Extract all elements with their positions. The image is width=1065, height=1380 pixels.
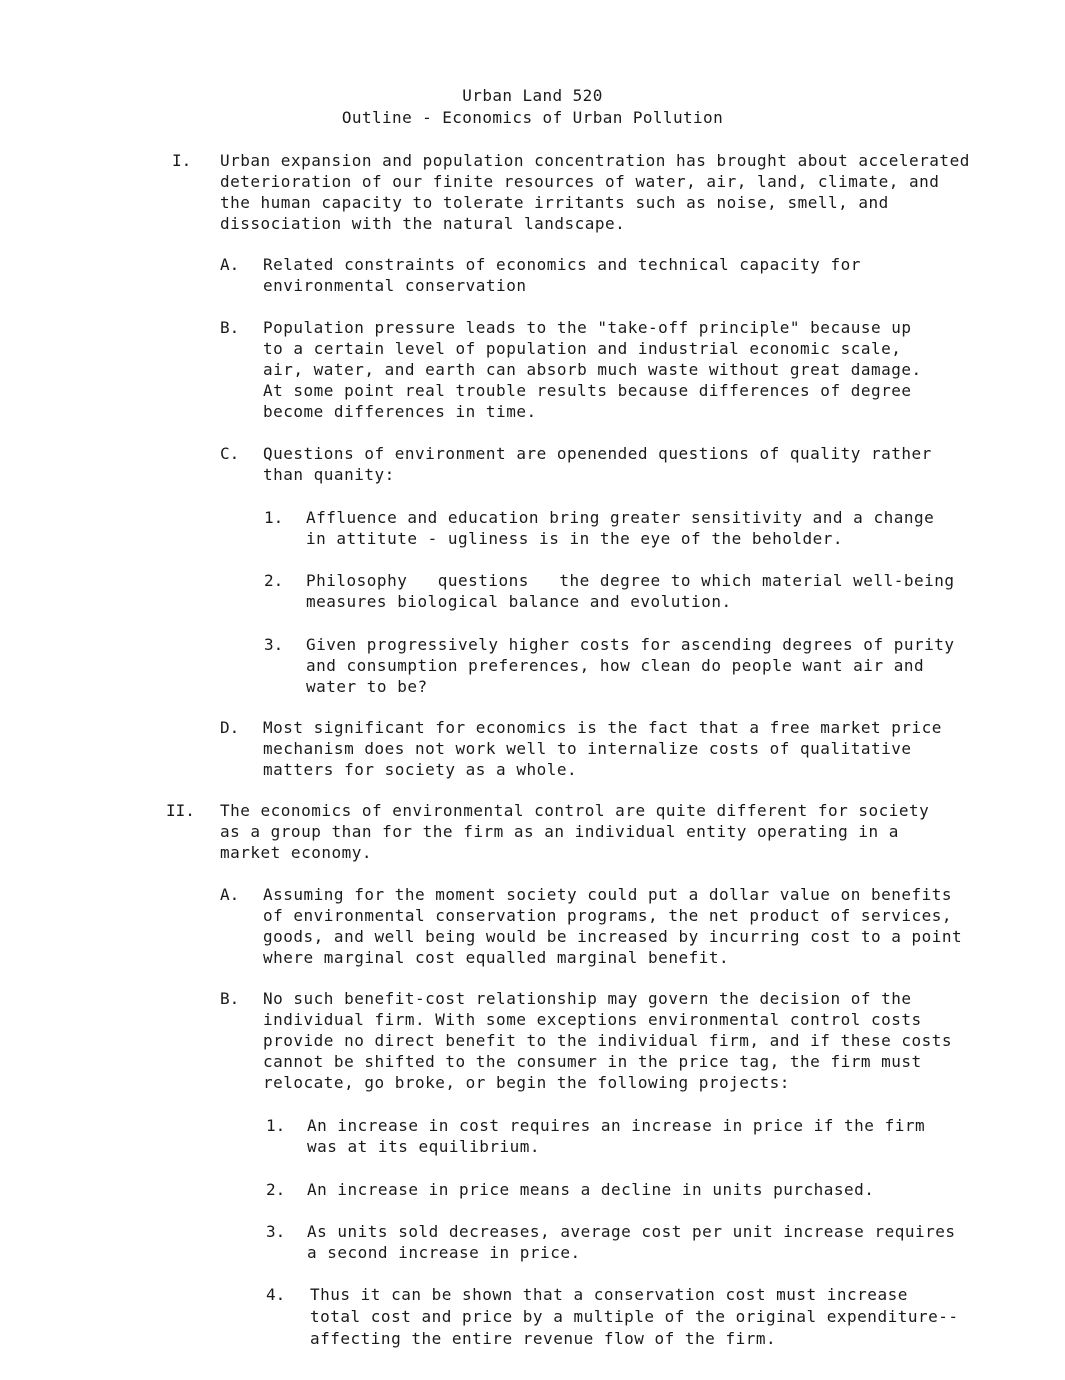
subitem-marker: 2. <box>264 571 284 590</box>
subitem-paragraph <box>310 1284 959 1350</box>
section-paragraph <box>220 800 929 863</box>
text-line: a second increase in price. <box>307 1243 581 1262</box>
text-line: as a group than for the firm as an individual entity operating in a <box>220 822 899 841</box>
text-line: An increase in cost requires an increase in price if the firm <box>307 1116 926 1135</box>
text-line: Questions of environment are openended questions of quality rather <box>263 444 932 463</box>
text-line: than quanity: <box>263 465 395 484</box>
item-marker: B. <box>220 318 240 337</box>
text-line: goods, and well being would be increased by incurring cost to a point <box>263 927 963 946</box>
text-line: affecting the entire revenue flow of the firm. <box>310 1329 777 1348</box>
text-line: Given progressively higher costs for ascending degrees of purity <box>306 635 955 654</box>
item-paragraph <box>263 717 942 780</box>
text-line: cannot be shifted to the consumer in the price tag, the firm must <box>263 1052 922 1071</box>
text-line: the human capacity to tolerate irritants such as noise, smell, and <box>220 193 889 212</box>
text-line: total cost and price by a multiple of the original expenditure-- <box>310 1307 959 1326</box>
section-marker: II. <box>166 801 195 820</box>
text-line: provide no direct benefit to the individual firm, and if these costs <box>263 1031 953 1050</box>
text-line: environmental conservation <box>263 276 527 295</box>
item-paragraph <box>263 988 952 1093</box>
subitem-marker: 1. <box>266 1116 286 1135</box>
item-paragraph <box>263 443 932 485</box>
text-line: air, water, and earth can absorb much waste without great damage. <box>263 360 922 379</box>
document-title: Urban Land 520 <box>462 86 603 105</box>
text-line: Related constraints of economics and technical capacity for <box>263 255 861 274</box>
text-line: dissociation with the natural landscape. <box>220 214 626 233</box>
subitem-paragraph <box>306 570 955 612</box>
text-line: Assuming for the moment society could put a dollar value on benefits <box>263 885 953 904</box>
text-line: become differences in time. <box>263 402 537 421</box>
subitem-marker: 2. <box>266 1180 286 1199</box>
text-line: As units sold decreases, average cost per unit increase requires <box>307 1222 956 1241</box>
text-line: matters for society as a whole. <box>263 760 578 779</box>
section-paragraph <box>220 150 970 234</box>
text-line: Philosophy questions the degree to which material well-being <box>306 571 955 590</box>
text-line: mechanism does not work well to internalize costs of qualitative <box>263 739 912 758</box>
item-marker: C. <box>220 444 240 463</box>
subitem-paragraph <box>307 1115 925 1157</box>
text-line: was at its equilibrium. <box>307 1137 541 1156</box>
subitem-marker: 3. <box>264 635 284 654</box>
subitem-marker: 1. <box>264 508 284 527</box>
text-line: relocate, go broke, or begin the following projects: <box>263 1073 790 1092</box>
document-subtitle: Outline - Economics of Urban Pollution <box>341 108 724 127</box>
subitem-paragraph <box>306 507 934 549</box>
text-line: deterioration of our finite resources of water, air, land, climate, and <box>220 172 940 191</box>
item-marker: A. <box>220 255 240 274</box>
subitem-paragraph <box>306 634 955 697</box>
item-paragraph <box>263 317 922 422</box>
text-line: in attitute - ugliness is in the eye of the beholder. <box>306 529 844 548</box>
subitem-paragraph <box>307 1179 874 1200</box>
subitem-marker: 4. <box>266 1285 286 1304</box>
subitem-marker: 3. <box>266 1222 286 1241</box>
text-line: Thus it can be shown that a conservation cost must increase <box>310 1285 908 1304</box>
section-marker: I. <box>172 151 192 170</box>
text-line: Most significant for economics is the fact that a free market price <box>263 718 942 737</box>
text-line: of environmental conservation programs, the net product of services, <box>263 906 953 925</box>
item-paragraph <box>263 254 861 296</box>
text-line: to a certain level of population and industrial economic scale, <box>263 339 902 358</box>
text-line: No such benefit-cost relationship may govern the decision of the <box>263 989 912 1008</box>
text-line: Population pressure leads to the "take-off principle" because up <box>263 318 912 337</box>
subitem-paragraph <box>307 1221 956 1263</box>
text-line: measures biological balance and evolution. <box>306 592 732 611</box>
item-marker: B. <box>220 989 240 1008</box>
text-line: The economics of environmental control are quite different for society <box>220 801 930 820</box>
item-marker: D. <box>220 718 240 737</box>
item-marker: A. <box>220 885 240 904</box>
text-line: Affluence and education bring greater sensitivity and a change <box>306 508 935 527</box>
text-line: where marginal cost equalled marginal benefit. <box>263 948 730 967</box>
text-line: water to be? <box>306 677 428 696</box>
item-paragraph <box>263 884 962 968</box>
text-line: At some point real trouble results because differences of degree <box>263 381 912 400</box>
text-line: and consumption preferences, how clean do people want air and <box>306 656 925 675</box>
text-line: An increase in price means a decline in units purchased. <box>307 1180 875 1199</box>
text-line: market economy. <box>220 843 372 862</box>
text-line: individual firm. With some exceptions environmental control costs <box>263 1010 922 1029</box>
text-line: Urban expansion and population concentration has brought about accelerated <box>220 151 970 170</box>
